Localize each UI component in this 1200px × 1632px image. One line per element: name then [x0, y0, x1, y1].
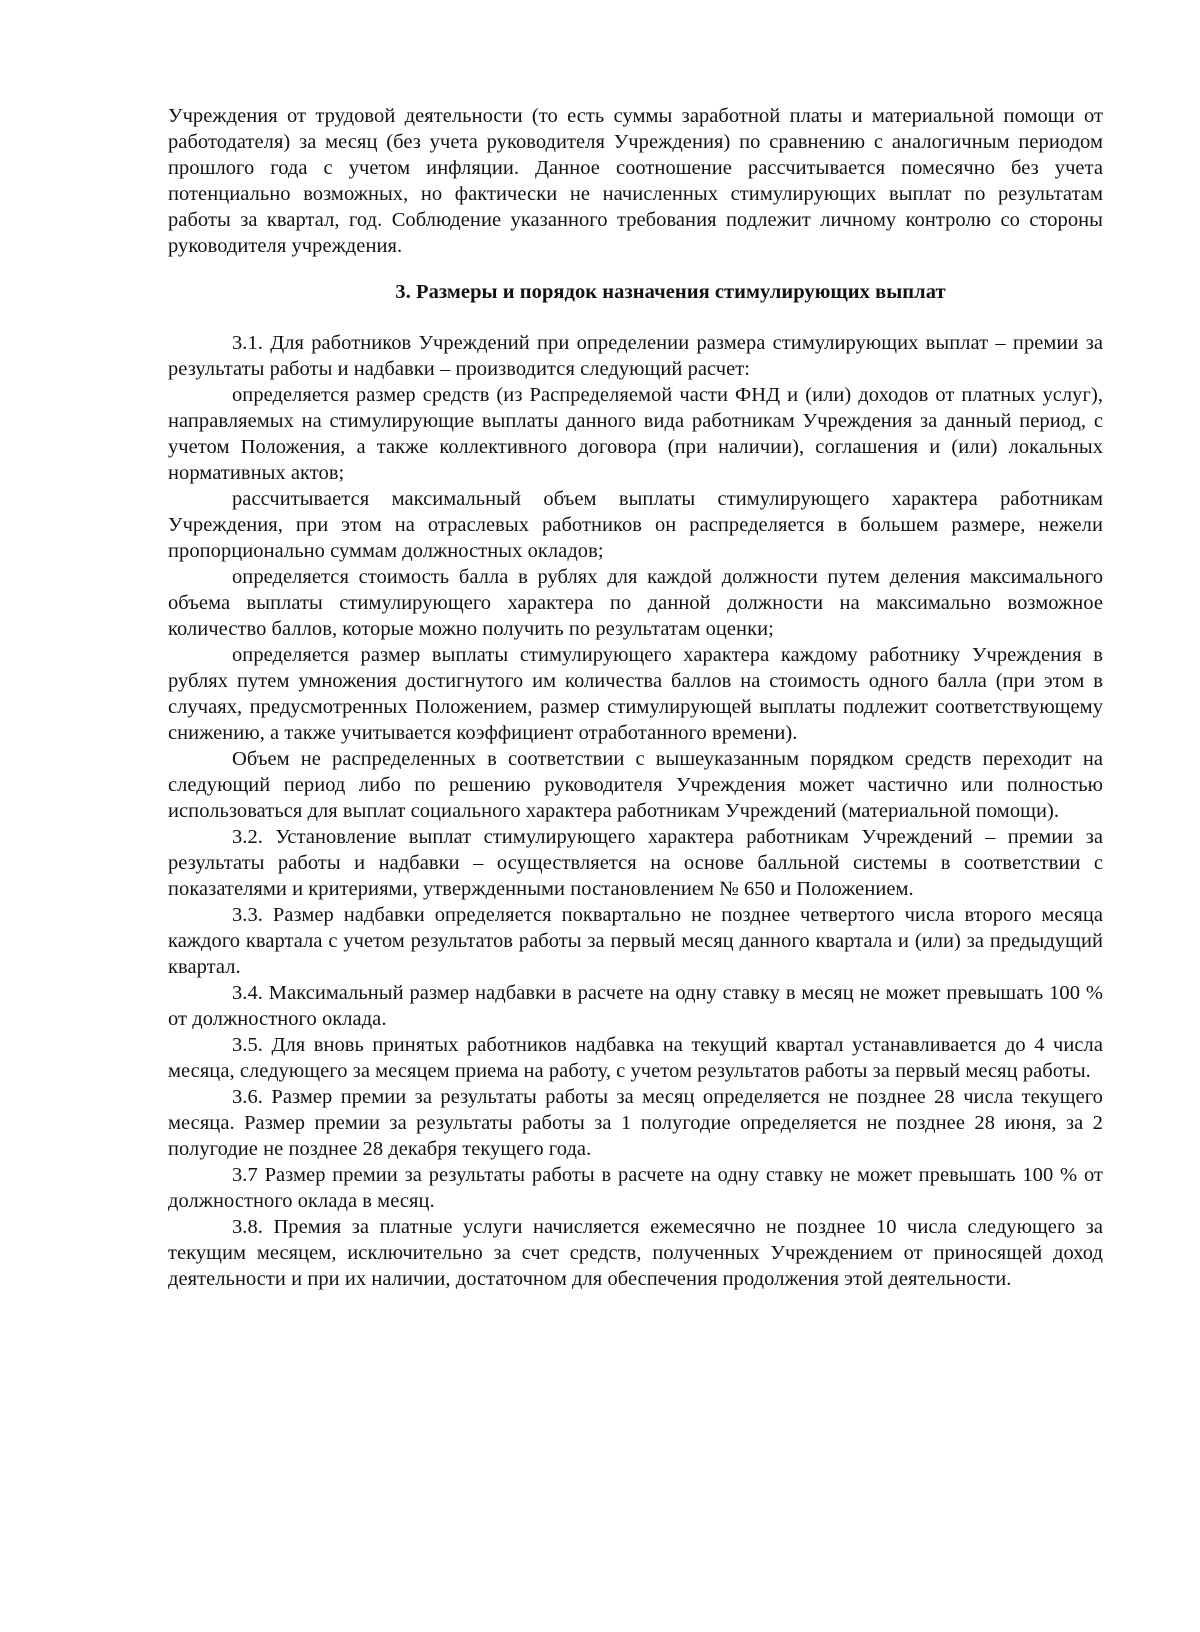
list-item-fund-amount: определяется размер средств (из Распределяемой части ФНД и (или) доходов от платных услуг), направляемых на стимулирующие выплаты данного вида работникам Учреждения за данный период, с учетом Положения, а также коллективного договора (при наличии), соглашения и (или) локальных нормативных актов; — [168, 384, 1103, 484]
intro-paragraph: Учреждения от трудовой деятельности (то есть суммы заработной платы и материальной помощи от работодателя) за месяц (без учета руководителя Учреждения) по сравнению с аналогичным периодом прошлого года с учетом инфляции. Данное соотношение рассчитывается помесячно без учета потенциально возможных, но фактически не начисленных стимулирующих выплат по результатам работы за квартал, год. Соблюдение указанного требования подлежит личному контролю со стороны руководителя учреждения. — [168, 105, 1103, 257]
paragraph-3-1: 3.1. Для работников Учреждений при определении размера стимулирующих выплат – премии за результаты работы и надбавки – производится следующий расчет: — [168, 332, 1103, 380]
paragraph-3-3: 3.3. Размер надбавки определяется поквартально не позднее четвертого числа второго месяца каждого квартала с учетом результатов работы за первый месяц данного квартала и (или) за предыдущий квартал. — [168, 904, 1103, 978]
paragraph-3-2: 3.2. Установление выплат стимулирующего характера работникам Учреждений – премии за результаты работы и надбавки – осуществляется на основе балльной системы в соответствии с показателями и критериями, утвержденными постановлением № 650 и Положением. — [168, 826, 1103, 900]
paragraph-3-6: 3.6. Размер премии за результаты работы за месяц определяется не позднее 28 числа текущего месяца. Размер премии за результаты работы за 1 полугодие определяется не позднее 28 июня, за 2 полугодие не позднее 28 декабря текущего года. — [168, 1086, 1103, 1160]
section-heading: 3. Размеры и порядок назначения стимулирующих выплат — [395, 281, 946, 303]
paragraph-3-5: 3.5. Для вновь принятых работников надбавка на текущий квартал устанавливается до 4 числа месяца, следующего за месяцем приема на работу, с учетом результатов работы за первый месяц работы. — [168, 1034, 1103, 1082]
document-page — [168, 103, 1103, 1292]
list-item-payment-size: определяется размер выплаты стимулирующего характера каждому работнику Учреждения в рублях путем умножения достигнутого им количества баллов на стоимость одного балла (при этом в случаях, предусмотренных Положением, размер стимулирующей выплаты подлежит соответствующему снижению, а также учитывается коэффициент отработанного времени). — [168, 644, 1103, 744]
list-item-point-cost: определяется стоимость балла в рублях для каждой должности путем деления максимального объема выплаты стимулирующего характера по данной должности на максимально возможное количество баллов, которые можно получить по результатам оценки; — [168, 566, 1103, 640]
paragraph-3-4: 3.4. Максимальный размер надбавки в расчете на одну ставку в месяц не может превышать 100 % от должностного оклада. — [168, 982, 1103, 1030]
paragraph-undistributed: Объем не распределенных в соответствии с вышеуказанным порядком средств переходит на следующий период либо по решению руководителя Учреждения может частично или полностью использоваться для выплат социального характера работникам Учреждений (материальной помощи). — [168, 748, 1103, 822]
paragraph-3-8: 3.8. Премия за платные услуги начисляется ежемесячно не позднее 10 числа следующего за текущим месяцем, исключительно за счет средств, полученных Учреждением от приносящей доход деятельности и при их наличии, достаточном для обеспечения продолжения этой деятельности. — [168, 1216, 1103, 1290]
paragraph-3-7: 3.7 Размер премии за результаты работы в расчете на одну ставку не может превышать 100 % от должностного оклада в месяц. — [168, 1164, 1103, 1212]
list-item-max-volume: рассчитывается максимальный объем выплаты стимулирующего характера работникам Учреждения, при этом на отраслевых работников он распределяется в большем размере, нежели пропорционально суммам должностных окладов; — [168, 488, 1103, 562]
